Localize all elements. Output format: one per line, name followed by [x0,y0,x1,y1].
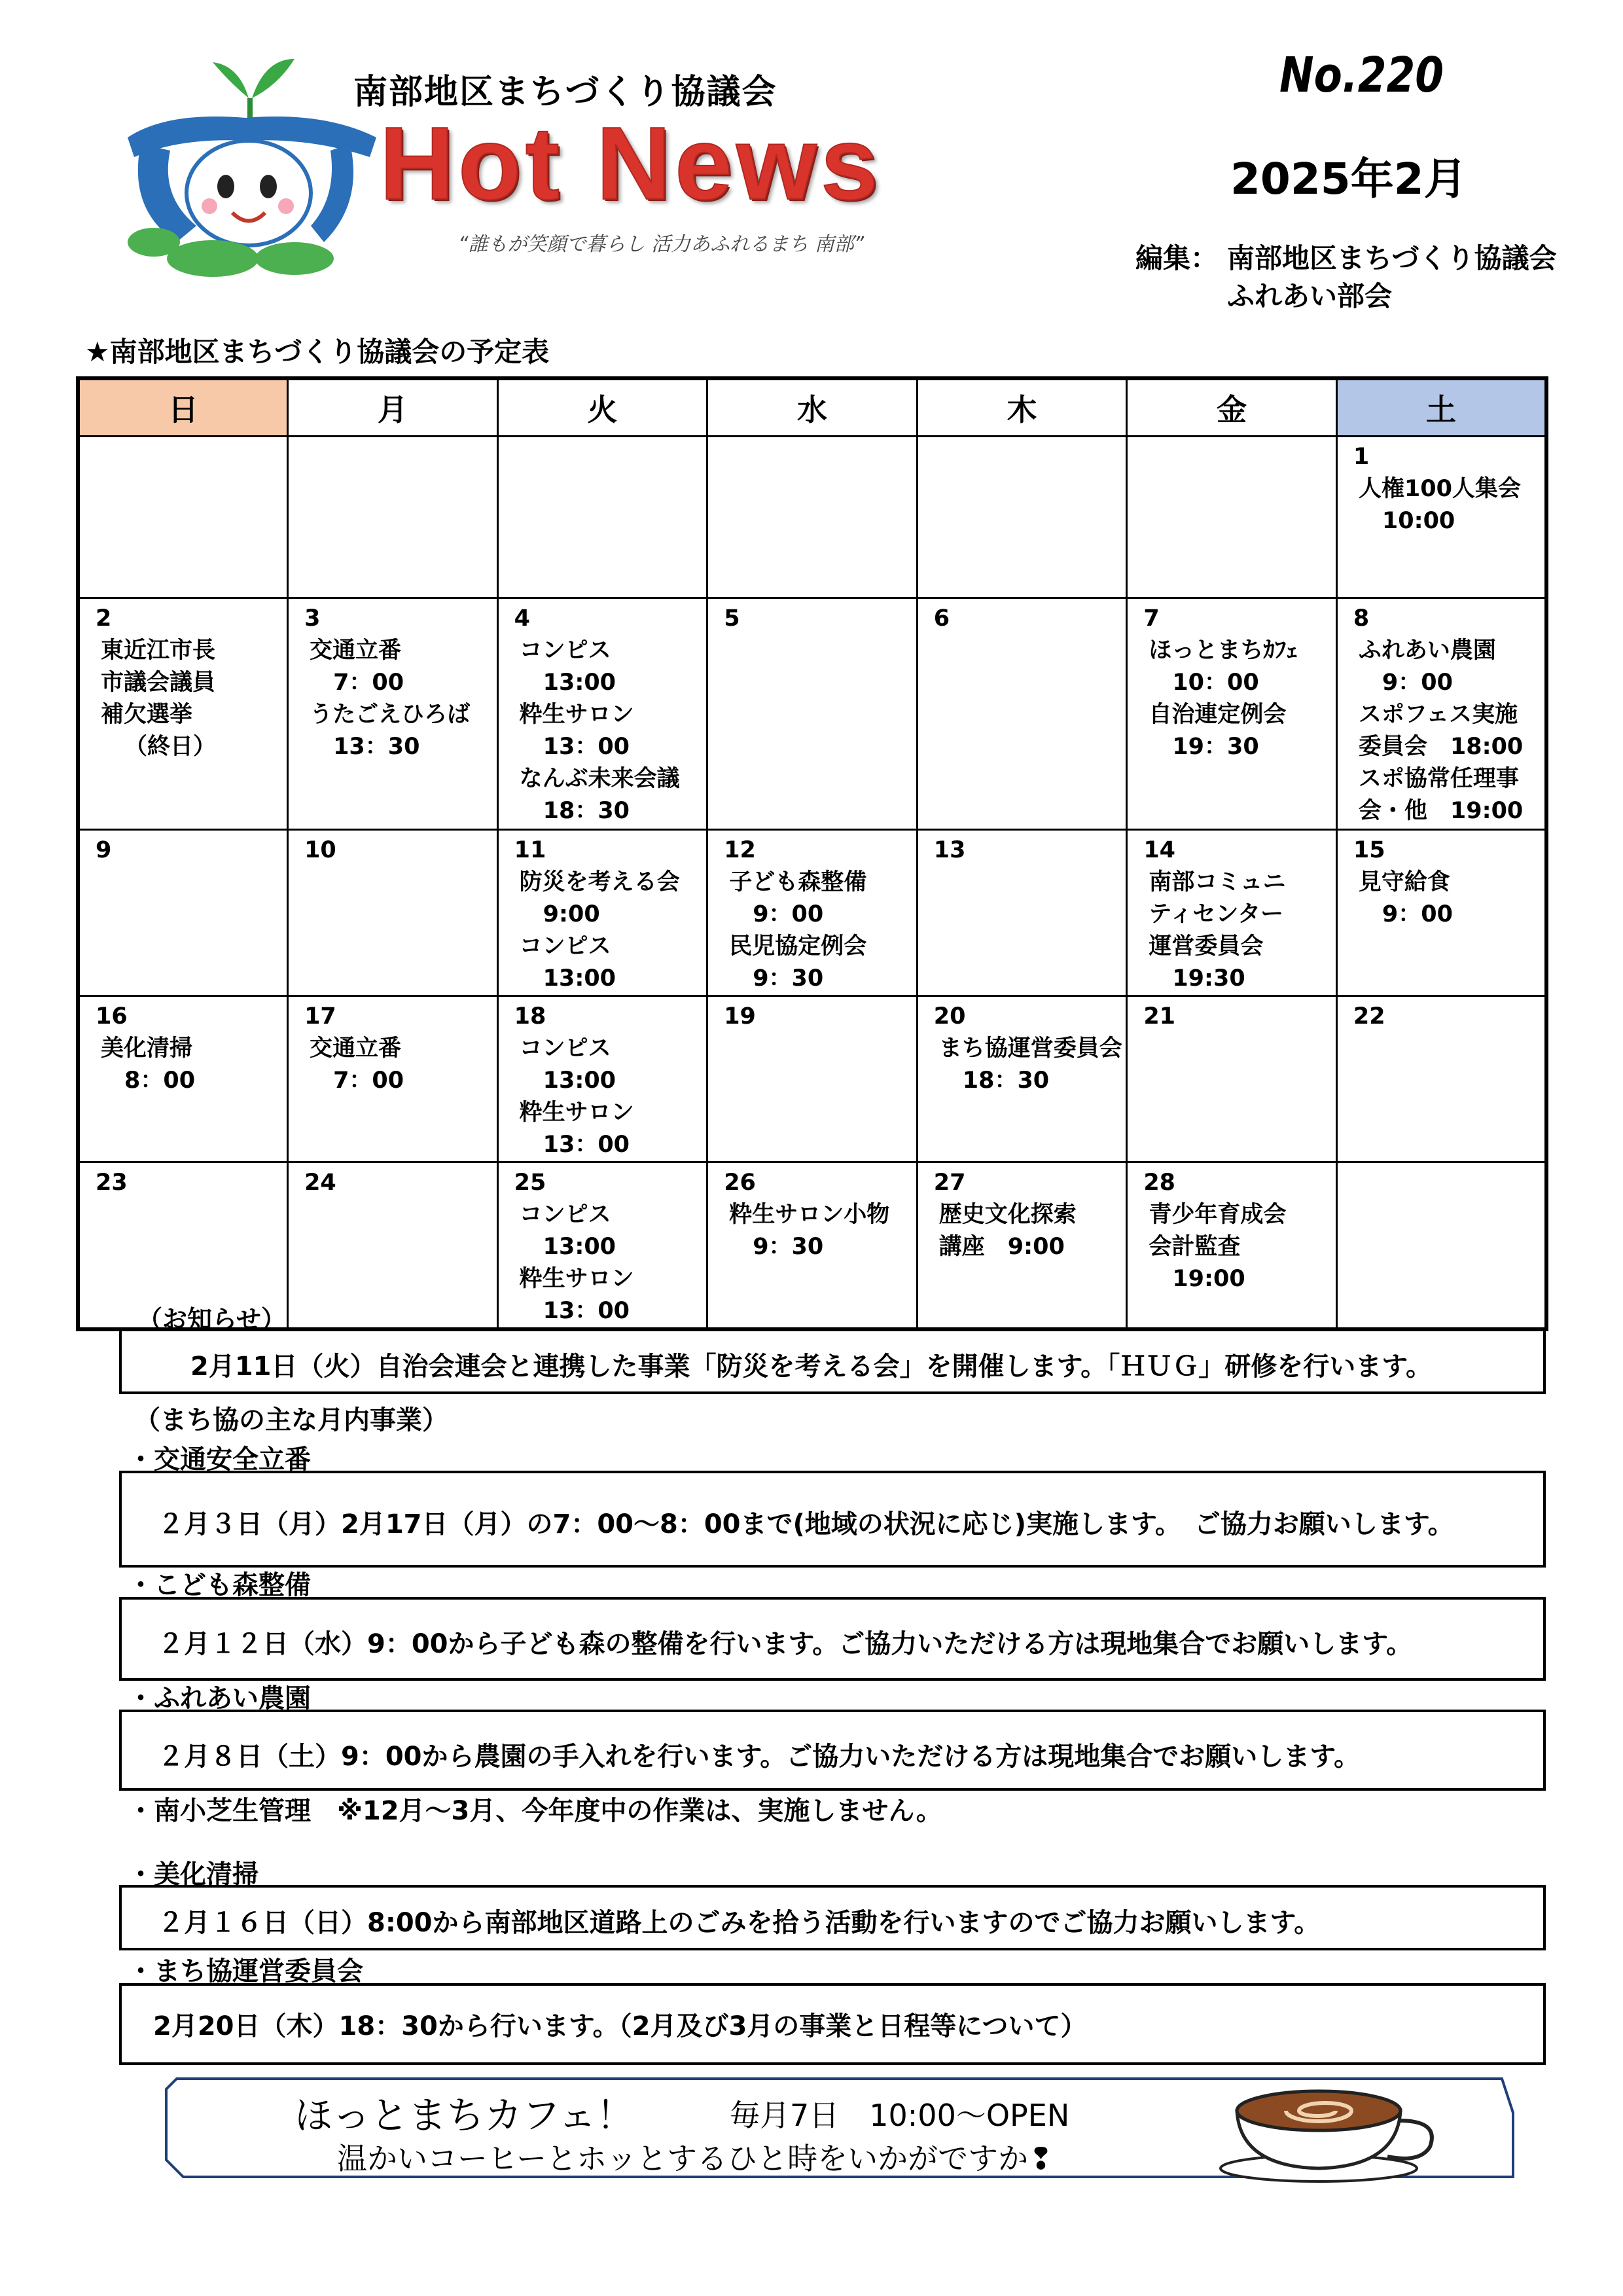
event-time: 13：00 [543,1132,630,1158]
editor-subgroup: ふれあい部会 [1227,280,1393,312]
event-time: 9：30 [753,1234,824,1260]
editor-name: 南部地区まちづくり協議会 [1227,242,1557,274]
day-number: 15 [1353,837,1385,863]
day-number: 7 [1143,605,1160,632]
notice-text: 2月11日（火）自治会連会と連携した事業「防災を考える会」を開催します。「ＨＵＧ」研修を行います。 [190,1352,1433,1382]
traffic-safety-box [119,1471,1546,1568]
day-number: 18 [514,1003,546,1030]
event-name: 粋生サロン小物 [729,1202,890,1228]
day-number: 14 [1143,837,1176,863]
forest-heading: ・こども森整備 [128,1570,311,1600]
calendar-week-row [78,996,1546,1162]
monthly-events-heading: （まち協の主な月内事業） [134,1405,448,1435]
event-name: 補欠選挙 [101,702,193,728]
day-number: 2 [96,605,112,632]
weekday-header-thursday: 木 [917,378,1127,437]
calendar-day-cell-mon [288,996,498,1162]
calendar-day-cell-fri [1127,598,1337,830]
event-name: コンピス [519,1202,611,1228]
event-time: 13:00 [543,1067,616,1094]
event-name: 運営委員会 [1149,933,1264,960]
traffic-safety-text: ２月３日（月）2月17日（月）の7：00～8：00まで(地域の状況に応じ)実施します。 ご協力お願いします。 [158,1509,1454,1539]
farm-box [119,1710,1546,1791]
calendar-day-cell-mon [288,1162,498,1330]
event-name: 青少年育成会 [1149,1202,1287,1228]
event-time: 9:00 [543,901,600,927]
committee-box [119,1983,1546,2065]
weekday-header-friday: 金 [1127,378,1337,437]
cafe-message: 温かいコーヒーとホッとするひと時をいかがですか❢ [337,2141,1054,2176]
calendar-day-cell-thu [917,830,1127,996]
calendar-day-cell-wed [707,996,918,1162]
event-name: 美化清掃 [101,1035,193,1062]
event-name: 交通立番 [310,637,402,664]
event-name: 子ども森整備 [729,869,867,895]
day-number: 24 [304,1170,336,1196]
day-number: 8 [1353,605,1370,632]
event-time: 7：00 [333,670,404,696]
event-name: ほっとまちｶﾌｪ [1149,637,1298,664]
cafe-hours: 毎月7日 10:00～OPEN [730,2098,1070,2133]
calendar-day-cell-thu [917,996,1127,1162]
event-name: コンピス [519,637,611,664]
event-name: 粋生サロン [519,702,634,728]
event-name: 歴史文化探索 [938,1202,1077,1228]
slogan: “誰もが笑顔で暮らし 活力あふれるまち 南部” [458,233,865,256]
calendar-day-cell-wed [707,598,918,830]
day-number: 28 [1143,1170,1176,1196]
event-time: 9：00 [753,901,824,927]
calendar-week-row [78,598,1546,830]
event-name: うたごえひろば [310,702,471,728]
event-name: コンピス [519,933,611,960]
farm-heading: ・ふれあい農園 [128,1683,311,1713]
day-number: 16 [96,1003,128,1030]
event-time: 13：30 [333,734,420,760]
day-number: 19 [724,1003,756,1030]
day-number: 26 [724,1170,756,1196]
event-name: 防災を考える会 [519,869,680,895]
notice-heading: （お知らせ） [137,1305,286,1334]
event-name: コンピス [519,1035,611,1062]
day-number: 1 [1353,444,1370,470]
event-time: 13：00 [543,1298,630,1324]
event-name: 会・他 19:00 [1358,798,1524,824]
day-number: 4 [514,605,530,632]
calendar-week-row [78,830,1546,996]
calendar-day-cell-fri [1127,996,1337,1162]
event-name: ティセンター [1149,901,1284,927]
calendar-day-cell-tue [497,1162,707,1330]
event-name: 見守給食 [1358,869,1450,895]
calendar-day-cell-mon [288,437,498,598]
weekday-header-tuesday: 火 [497,378,707,437]
event-name: 粋生サロン [519,1266,634,1292]
event-name: なんぶ未来会議 [519,766,680,792]
weekday-header-saturday: 土 [1336,378,1546,437]
farm-text: ２月８日（土）9：00から農園の手入れを行います。ご協力いただける方は現地集合でお願いします。 [158,1742,1361,1772]
committee-text: 2月20日（木）18：30から行います。（2月及び3月の事業と日程等について） [153,2011,1087,2041]
calendar-day-cell-thu [917,598,1127,830]
sprout-leaf-right [252,59,294,98]
weekday-header-row [78,378,1546,437]
issue-date: 2025年2月 [1230,154,1467,204]
day-number: 13 [933,837,966,863]
calendar-day-cell-sun [78,830,288,996]
sprout-leaf-left [213,62,249,98]
event-time: 13：00 [543,734,630,760]
event-name: 講座 9:00 [938,1234,1065,1260]
day-number: 23 [96,1170,128,1196]
calendar-day-cell-mon [288,598,498,830]
cafe-title: ほっとまちカフェ！ [294,2093,635,2138]
day-number: 27 [933,1170,966,1196]
day-number: 11 [514,837,546,863]
notice-box [119,1329,1546,1394]
issue-number: No.220 [1279,47,1444,103]
event-name: 交通立番 [310,1035,402,1062]
committee-heading: ・まち協運営委員会 [128,1956,363,1986]
calendar-day-cell-wed [707,1162,918,1330]
event-time: 9：30 [753,965,824,992]
day-number: 9 [96,837,112,863]
calendar-day-cell-wed [707,830,918,996]
event-time: 13:00 [543,965,616,992]
day-number: 21 [1143,1003,1176,1030]
traffic-safety-heading: ・交通安全立番 [128,1444,311,1475]
weekday-header-wednesday: 水 [707,378,918,437]
event-name: まち協運営委員会 [938,1035,1122,1062]
newsletter-title: Hot News [380,106,882,221]
day-number: 3 [304,605,321,632]
calendar-body [78,437,1546,1330]
event-name: 市議会議員 [101,670,216,696]
day-number: 20 [933,1003,966,1030]
event-time: 19:00 [1172,1266,1245,1292]
cleanup-text: ２月１６日（日）8:00から南部地区道路上のごみを拾う活動を行いますのでご協力お願いします。 [158,1908,1321,1938]
calendar-week-row [78,1162,1546,1330]
event-time: 8：00 [124,1067,196,1094]
calendar-day-cell-sat [1336,598,1546,830]
event-time: 9：00 [1382,901,1453,927]
calendar-day-cell-sat [1336,996,1546,1162]
calendar-day-cell-sat [1336,437,1546,598]
weekday-header-sunday: 日 [78,378,288,437]
event-time: 10：00 [1172,670,1259,696]
day-number: 10 [304,837,336,863]
event-time: 13:00 [543,670,616,696]
calendar-day-cell-tue [497,437,707,598]
event-name: スポフェス実施 [1358,702,1518,728]
turf-management-line: ・南小芝生管理 ※12月～3月、今年度中の作業は、実施しません。 [128,1796,942,1826]
calendar-week-row [78,437,1546,598]
event-name: 民児協定例会 [729,933,867,960]
day-number: 5 [724,605,740,632]
event-time: 18：30 [962,1067,1050,1094]
forest-box [119,1597,1546,1681]
editor-label: 編集： [1135,242,1219,274]
event-name: 東近江市長 [101,637,216,664]
calendar-day-cell-thu [917,1162,1127,1330]
event-time: 19：30 [1172,734,1259,760]
event-name: 委員会 18:00 [1358,734,1524,760]
day-number: 25 [514,1170,546,1196]
calendar-day-cell-sat [1336,830,1546,996]
calendar-day-cell-fri [1127,830,1337,996]
forest-text: ２月１２日（水）9：00から子ども森の整備を行います。ご協力いただける方は現地集合でお願いします。 [158,1629,1413,1659]
cleanup-box [119,1885,1546,1950]
calendar-day-cell-sat [1336,1162,1546,1330]
event-name: 粋生サロン [519,1100,634,1126]
calendar-day-cell-fri [1127,437,1337,598]
event-time: 10:00 [1382,508,1455,534]
event-name: 人権100人集会 [1358,476,1521,502]
calendar-day-cell-tue [497,830,707,996]
calendar-day-cell-sun [78,598,288,830]
calendar-table [76,376,1548,1331]
org-name: 南部地区まちづくり協議会 [353,73,777,112]
event-time: （終日） [124,734,217,760]
coffee-cup-icon [1214,2085,1443,2183]
event-name: 南部コミュニ [1149,869,1286,895]
calendar-day-cell-fri [1127,1162,1337,1330]
calendar-day-cell-sun [78,437,288,598]
day-number: 17 [304,1003,336,1030]
event-time: 18：30 [543,798,630,824]
calendar-day-cell-mon [288,830,498,996]
day-number: 22 [1353,1003,1385,1030]
event-time: 7：00 [333,1067,404,1094]
weekday-header-monday: 月 [288,378,498,437]
day-number: 6 [933,605,950,632]
event-name: 会計監査 [1149,1234,1241,1260]
schedule-title: ★南部地区まちづくり協議会の予定表 [85,336,550,368]
event-name: スポ協常任理事 [1358,766,1519,792]
event-time: 9：00 [1382,670,1453,696]
calendar-day-cell-tue [497,996,707,1162]
cleanup-heading: ・美化清掃 [128,1859,259,1890]
event-time: 13:00 [543,1234,616,1260]
calendar-day-cell-wed [707,437,918,598]
event-time: 19:30 [1172,965,1245,992]
calendar-day-cell-thu [917,437,1127,598]
event-name: 自治連定例会 [1149,702,1287,728]
calendar-day-cell-tue [497,598,707,830]
day-number: 12 [724,837,756,863]
calendar-day-cell-sun [78,996,288,1162]
event-name: ふれあい農園 [1358,637,1496,664]
